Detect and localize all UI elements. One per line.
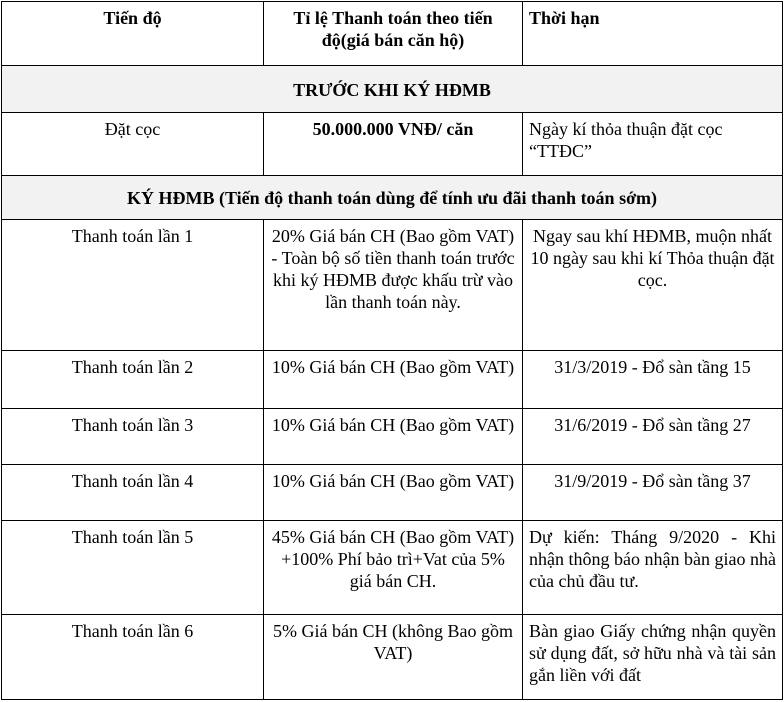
payment-term: Bàn giao Giấy chứng nhận quyền sử dụng đất, sở hữu nhà và tài sản gắn liền với đất — [523, 614, 783, 699]
payment-row — [2, 464, 783, 520]
payment-term: Dự kiến: Tháng 9/2020 - Khi nhận thông báo nhận bàn giao nhà của chủ đầu tư. — [523, 520, 783, 614]
header-term: Thời hạn — [523, 2, 783, 66]
section-before-signing: TRƯỚC KHI KÝ HĐMB — [2, 66, 783, 113]
payment-row — [2, 220, 783, 351]
payment-row — [2, 408, 783, 464]
payment-rate: 10% Giá bán CH (Bao gồm VAT) — [264, 351, 523, 408]
header-rate: Tỉ lệ Thanh toán theo tiến độ(giá bán căn hộ) — [264, 2, 523, 66]
header-row — [2, 2, 783, 66]
section-row-sign — [2, 176, 783, 220]
payment-rate: 10% Giá bán CH (Bao gồm VAT) — [264, 408, 523, 464]
header-stage: Tiến độ — [2, 2, 264, 66]
payment-term: 31/6/2019 - Đổ sàn tầng 27 — [523, 408, 783, 464]
payment-stage: Thanh toán lần 3 — [2, 408, 264, 464]
payment-term: Ngay sau khí HĐMB, muộn nhất 10 ngày sau khi kí Thỏa thuận đặt cọc. — [523, 220, 783, 351]
payment-stage: Thanh toán lần 4 — [2, 464, 264, 520]
deposit-rate: 50.000.000 VNĐ/ căn — [264, 113, 523, 176]
payment-row — [2, 614, 783, 699]
payment-stage: Thanh toán lần 2 — [2, 351, 264, 408]
deposit-stage: Đặt cọc — [2, 113, 264, 176]
section-row-before — [2, 66, 783, 113]
payment-row — [2, 351, 783, 408]
payment-rate: 5% Giá bán CH (không Bao gồm VAT) — [264, 614, 523, 699]
payment-rate: 45% Giá bán CH (Bao gồm VAT) +100% Phí bảo trì+Vat của 5% giá bán CH. — [264, 520, 523, 614]
payment-stage: Thanh toán lần 6 — [2, 614, 264, 699]
payment-stage: Thanh toán lần 5 — [2, 520, 264, 614]
payment-schedule-table — [1, 1, 783, 700]
deposit-row — [2, 113, 783, 176]
payment-row — [2, 520, 783, 614]
payment-term: 31/9/2019 - Đổ sàn tầng 37 — [523, 464, 783, 520]
payment-rate: 10% Giá bán CH (Bao gồm VAT) — [264, 464, 523, 520]
deposit-term: Ngày kí thỏa thuận đặt cọc “TTĐC” — [523, 113, 783, 176]
payment-rate: 20% Giá bán CH (Bao gồm VAT) - Toàn bộ số tiền thanh toán trước khi ký HĐMB được khấu trừ vào lần thanh toán này. — [264, 220, 523, 351]
payment-term: 31/3/2019 - Đổ sàn tầng 15 — [523, 351, 783, 408]
section-signing: KÝ HĐMB (Tiến độ thanh toán dùng để tính ưu đãi thanh toán sớm) — [2, 176, 783, 220]
payment-stage: Thanh toán lần 1 — [2, 220, 264, 351]
